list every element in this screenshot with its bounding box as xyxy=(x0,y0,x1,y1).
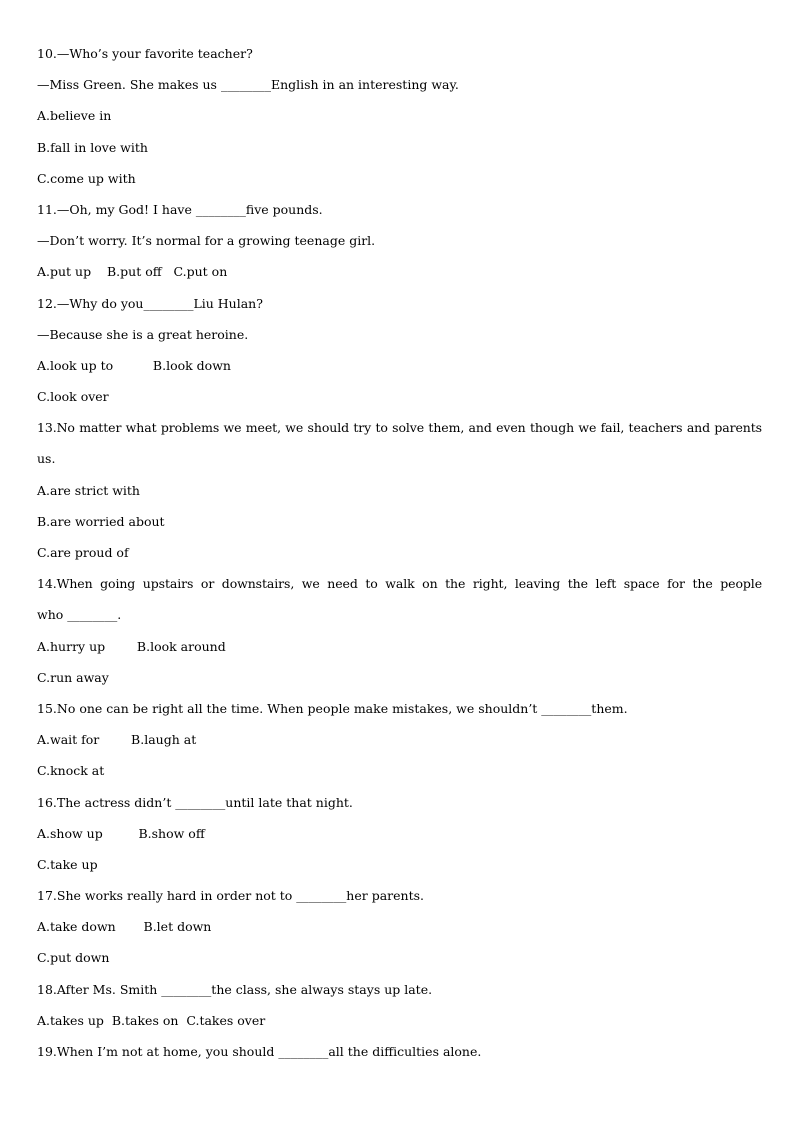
question-17-options-ab: A.take down B.let down xyxy=(37,919,212,935)
question-18-options: A.takes up B.takes on C.takes over xyxy=(37,1012,266,1028)
question-15-option-c: C.knock at xyxy=(37,763,105,779)
question-14-stem: 14.When going upstairs or downstairs, we need to walk on the right, leaving the left space for the people xyxy=(37,576,762,592)
question-16-options-ab: A.show up B.show off xyxy=(37,825,205,841)
question-13-option-b: B.are worried about xyxy=(37,513,165,529)
question-15-stem: 15.No one can be right all the time. When people make mistakes, we shouldn’t ________them. xyxy=(37,700,628,716)
question-14-options-ab: A.hurry up B.look around xyxy=(37,638,226,654)
question-11-options: A.put up B.put off C.put on xyxy=(37,264,228,280)
question-17-stem: 17.She works really hard in order not to ________her parents. xyxy=(37,888,424,904)
question-14-stem-continued: who ________. xyxy=(37,607,122,623)
question-17-option-c: C.put down xyxy=(37,950,110,966)
question-10-option-b: B.fall in love with xyxy=(37,139,148,155)
question-12-stem: 12.—Why do you________Liu Hulan? xyxy=(37,295,263,311)
question-14-option-c: C.run away xyxy=(37,669,109,685)
question-10-option-c: C.come up with xyxy=(37,170,136,186)
question-19-stem: 19.When I’m not at home, you should ________all the difficulties alone. xyxy=(37,1044,482,1059)
question-13-stem-continued: us. xyxy=(37,451,56,467)
question-10-stem: 10.—Who’s your favorite teacher? xyxy=(37,46,253,61)
question-18-stem: 18.After Ms. Smith ________the class, she always stays up late. xyxy=(37,981,433,997)
question-list xyxy=(37,43,762,1072)
question-10-option-a: A.believe in xyxy=(37,108,112,124)
question-10-dialogue: —Miss Green. She makes us ________English in an interesting way. xyxy=(37,77,459,93)
question-15-options-ab: A.wait for B.laugh at xyxy=(37,732,197,748)
question-12-dialogue: —Because she is a great heroine. xyxy=(37,326,249,342)
question-12-options-ab: A.look up to B.look down xyxy=(37,357,231,373)
question-12-option-c: C.look over xyxy=(37,389,109,405)
question-11-dialogue: —Don’t worry. It’s normal for a growing teenage girl. xyxy=(37,233,376,249)
question-16-stem: 16.The actress didn’t ________until late that night. xyxy=(37,794,353,810)
question-13-option-a: A.are strict with xyxy=(37,482,140,498)
question-11-stem: 11.—Oh, my God! I have ________five pounds. xyxy=(37,201,323,217)
question-13-option-c: C.are proud of xyxy=(37,545,129,560)
question-13-stem: 13.No matter what problems we meet, we should try to solve them, and even though we fail, teachers and parents xyxy=(37,420,762,436)
question-16-option-c: C.take up xyxy=(37,856,98,872)
